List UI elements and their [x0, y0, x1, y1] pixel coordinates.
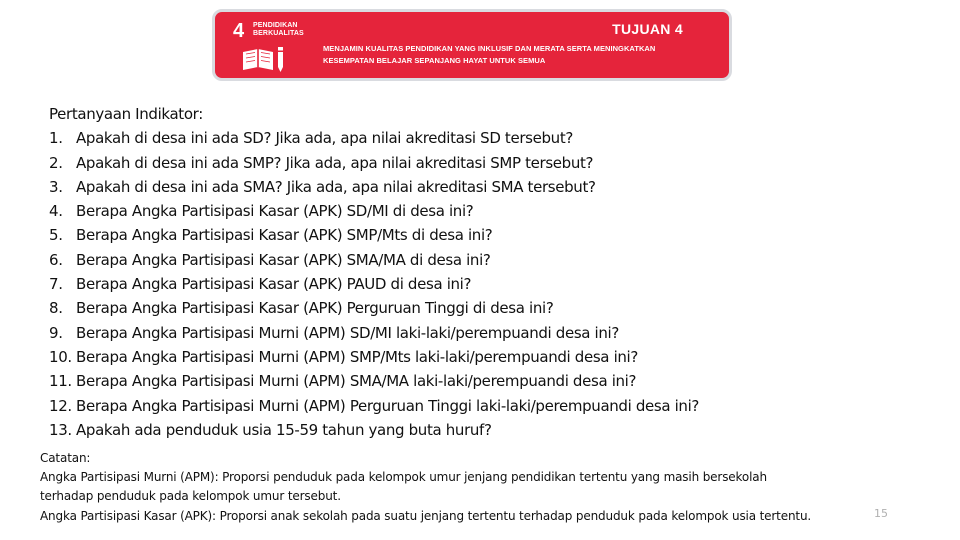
goal-desc-line1: MENJAMIN KUALITAS PENDIDIKAN YANG INKLUSIF DAN MERATA SERTA MENINGKATKAN [323, 44, 656, 53]
question-item [49, 296, 929, 320]
question-number: 4. [49, 202, 63, 221]
question-number: 7. [49, 275, 63, 294]
question-text: Berapa Angka Partisipasi Kasar (APK) SMP/Mts di desa ini? [76, 226, 493, 245]
question-list [49, 126, 929, 442]
question-number: 10. [49, 347, 72, 366]
question-text: Berapa Angka Partisipasi Kasar (APK) PAUD di desa ini? [76, 275, 472, 294]
question-text: Berapa Angka Partisipasi Kasar (APK) Perguruan Tinggi di desa ini? [76, 299, 554, 318]
question-number: 9. [49, 323, 63, 342]
question-item [49, 321, 929, 345]
question-item [49, 369, 929, 393]
book-pencil-icon [241, 46, 287, 72]
sdg-goal-tile [225, 18, 303, 76]
question-text: Berapa Angka Partisipasi Kasar (APK) SMA/MA di desa ini? [76, 250, 491, 269]
question-number: 12. [49, 396, 72, 415]
question-text: Apakah di desa ini ada SD? Jika ada, apa nilai akreditasi SD tersebut? [76, 129, 573, 148]
question-number: 6. [49, 250, 63, 269]
question-text: Berapa Angka Partisipasi Kasar (APK) SD/MI di desa ini? [76, 202, 474, 221]
question-number: 3. [49, 177, 63, 196]
question-number: 11. [49, 372, 72, 391]
question-text: Berapa Angka Partisipasi Murni (APM) SD/MI laki-laki/perempuandi desa ini? [76, 323, 619, 342]
question-text: Apakah di desa ini ada SMA? Jika ada, apa nilai akreditasi SMA tersebut? [76, 177, 596, 196]
notes-label: Catatan: [40, 451, 91, 465]
question-item [49, 248, 929, 272]
notes-apm-definition-cont: terhadap penduduk pada kelompok umur tersebut. [40, 489, 341, 504]
sdg-name-line2: BERKUALITAS [253, 30, 304, 37]
goal-title: TUJUAN 4 [612, 21, 683, 37]
notes [40, 449, 900, 526]
indicator-questions [49, 102, 929, 442]
page-number: 15 [874, 507, 888, 520]
sdg-name [253, 22, 304, 38]
goal-description [323, 43, 732, 67]
question-text: Berapa Angka Partisipasi Murni (APM) SMP/Mts laki-laki/perempuandi desa ini? [76, 347, 638, 366]
question-number: 2. [49, 153, 63, 172]
question-item [49, 199, 929, 223]
question-item [49, 272, 929, 296]
question-text: Apakah ada penduduk usia 15-59 tahun yang buta huruf? [76, 420, 492, 439]
question-text: Berapa Angka Partisipasi Murni (APM) SMA/MA laki-laki/perempuandi desa ini? [76, 372, 637, 391]
question-text: Berapa Angka Partisipasi Murni (APM) Perguruan Tinggi laki-laki/perempuandi desa ini? [76, 396, 700, 415]
question-number: 13. [49, 420, 72, 439]
question-item [49, 223, 929, 247]
question-number: 8. [49, 299, 63, 318]
question-number: 1. [49, 129, 63, 148]
question-item [49, 394, 929, 418]
question-item [49, 151, 929, 175]
question-item [49, 126, 929, 150]
questions-heading: Pertanyaan Indikator: [49, 105, 203, 123]
notes-apk-definition: Angka Partisipasi Kasar (APK): Proporsi anak sekolah pada suatu jenjang tertentu terhadap penduduk pada kelompok usia tertentu. [40, 508, 812, 523]
question-item [49, 345, 929, 369]
question-number: 5. [49, 226, 63, 245]
sdg-goal-banner [212, 9, 732, 81]
sdg-name-line1: PENDIDIKAN [253, 22, 298, 29]
notes-apm-definition: Angka Partisipasi Murni (APM): Proporsi penduduk pada kelompok umur jenjang pendidikan tertentu yang masih bersekolah [40, 470, 767, 485]
goal-desc-line2: KESEMPATAN BELAJAR SEPANJANG HAYAT UNTUK SEMUA [323, 56, 546, 65]
question-text: Apakah di desa ini ada SMP? Jika ada, apa nilai akreditasi SMP tersebut? [76, 153, 594, 172]
question-item [49, 418, 929, 442]
question-item [49, 175, 929, 199]
sdg-number: 4 [233, 20, 245, 42]
